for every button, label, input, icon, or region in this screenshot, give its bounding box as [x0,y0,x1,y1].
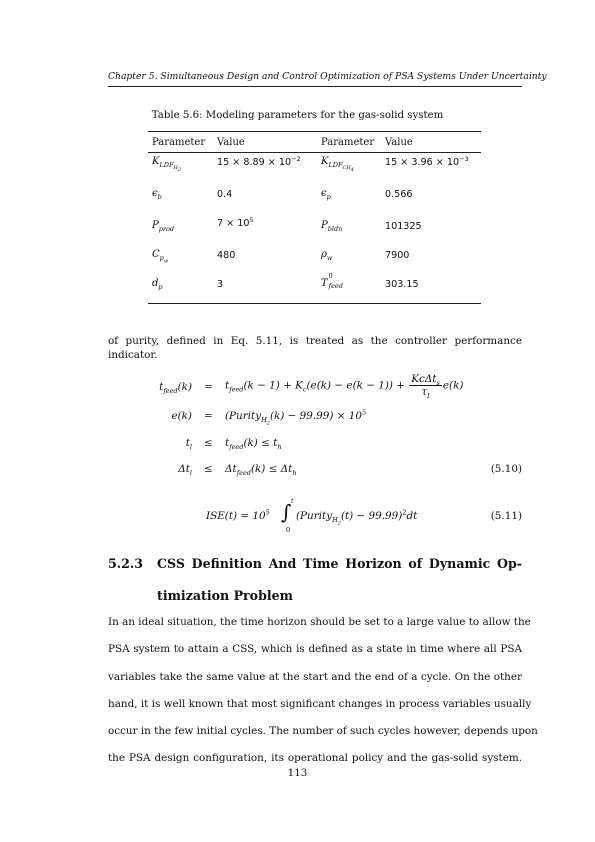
section-title [157,548,522,612]
table-row: $d_p$ [152,278,163,291]
equation-number: (5.11) [490,510,522,522]
section-title-line: timization Problem [157,588,293,603]
table-cell-value: 0.4 [217,189,233,200]
table-row: $C_{p_w}$ [152,249,169,265]
table-top-rule [148,131,481,132]
table-cell-value: $15 \times 3.96 \times 10^{-3}$ [385,154,469,168]
table-cell-parameter: $\epsilon_p$ [321,188,331,201]
paragraph-line: PSA system to attain a CSS, which is defined as a state in time where all PSA [108,643,522,656]
paragraph-line: the PSA design configuration, its operational policy and the gas-solid system. [108,752,522,765]
table-cell-value: $15 \times 8.89 \times 10^{-2}$ [217,154,301,168]
table-cell-value: 0.566 [385,189,413,200]
table-cell-parameter: $P_{bldn}$ [321,220,343,233]
table-header-parameter-1: Parameter [152,137,206,148]
section-title-line: CSS Definition And Time Horizon of Dynamic Op- [157,556,522,571]
paragraph-line: In an ideal situation, the time horizon should be set to a large value to allow the [108,616,531,628]
document-page: Chapter 5. Simultaneous Design and Control Optimization of PSA Systems Under Uncertainty Table 5.6: Modeling parameters for the gas-solid system Parameter Value Parameter Value $K_{LDF_{H_2}}$ $15 \times 8.89 \times 10^{-2}$ $K_{LDF_{CH_4}}$ $15 \times 3.96 \times 10^{-3}$ $\epsilon_b$ 0.4 $\epsilon_p$ 0.566 $P_{prod}$ $7 \times 10^5$ $P_{bldn}$ 101325 $C_{p_w}$ 480 $\rho_w$ 7900 $d_p$ 3 T 0 feed 303.15 of purity, defined in Eq. 5.11, is treated as the controller performance indicator. $t_{feed}(k)$ = $t_{feed}(k - 1) + K_c(e(k) - e(k - 1))$ + $\frac{Kc\Delta t_s}{\tau_I}$ e(k) e(k) = (Purity$_{H_2}$(k) − $99.99) \times 10^5$ $t_l$ ≤ $t_{feed}(k) \le t_h$ $\Delta t_l$ ≤ $\Delta t_{feed}(k) \le \Delta t_h$ (5.10) $ISE(t) = 10^5$ ∫ t 0 (Purity$_{H_2}$(t) − 99.99)$^2$dt (5.11) 5.2.3 CSS Definition And Time Horizon of Dynamic Op- timization Problem In an ideal situation, the time horizon should be set to a large value to allow the PSA system to attain a CSS, which is defined as a state in time where all PSA variables take the same value at the start and the end of a cycle. On the other hand, it is well known that most significant changes in process variables usually occur in the few initial cycles. The number of such cycles however, depends upon the PSA design configuration, its operational policy and the gas-solid system. 113 [0,0,595,842]
table-cell-parameter: $K_{LDF_{CH_4}}$ [321,156,354,174]
table-row: $K_{LDF_{H_2}}$ [152,156,182,174]
table-cell-parameter: $\rho_w$ [321,249,333,262]
section-number: 5.2.3 [108,556,144,571]
paragraph: of purity, defined in Eq. 5.11, is treated as the controller performance indicator. [108,335,522,361]
table-cell-parameter: T 0 feed [321,272,343,290]
table-cell-value: $7 \times 10^5$ [217,215,254,229]
table-cell-value: 3 [217,279,224,290]
page-number: 113 [287,767,308,779]
table-caption: Table 5.6: Modeling parameters for the gas-solid system [151,110,444,121]
table-cell-value: 303.15 [385,279,419,290]
running-header: Chapter 5. Simultaneous Design and Control Optimization of PSA Systems Under Uncertainty [108,71,547,82]
table-cell-value: 480 [217,250,236,261]
table-cell-value: 7900 [385,250,410,261]
table-bottom-rule [148,303,481,304]
table-cell-value: 101325 [385,221,422,232]
paragraph-line: hand, it is well known that most significant changes in process variables usually [108,697,532,710]
paragraph-line: occur in the few initial cycles. The number of such cycles however, depends upon [108,725,538,738]
table-row: $P_{prod}$ [152,220,175,233]
table-header-rule [148,152,481,153]
paragraph [108,609,538,773]
table-header-parameter-2: Parameter [321,137,375,148]
equation-number: (5.10) [490,463,522,475]
header-rule [108,86,522,87]
paragraph-line: variables take the same value at the start and the end of a cycle. On the other [108,670,522,683]
table-header-value-1: Value [217,137,245,148]
table-header-value-2: Value [385,137,413,148]
table-row: $\epsilon_b$ [152,188,162,201]
